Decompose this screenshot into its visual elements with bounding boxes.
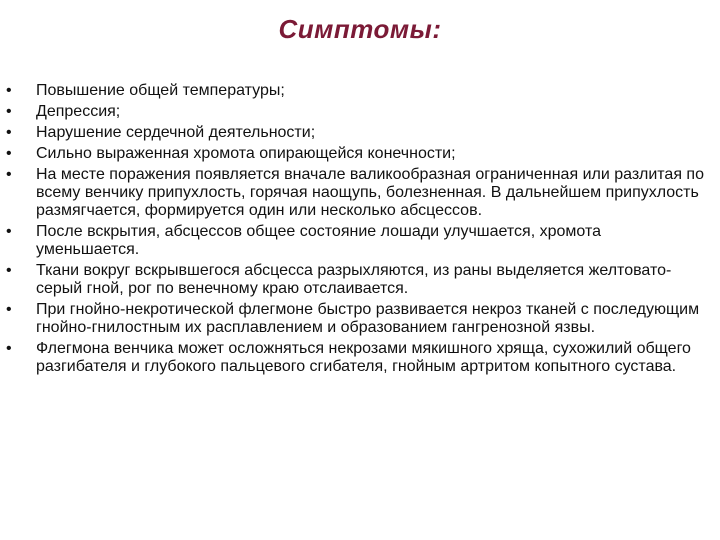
list-item: • При гнойно-некротической флегмоне быстро развивается некроз тканей с последующим гнойно-гнилостным их расплавлением и образованием гангренозной язвы. (0, 301, 720, 337)
list-item: • Депрессия; (0, 103, 720, 121)
list-item: • После вскрытия, абсцессов общее состояние лошади улучшается, хромота уменьшается. (0, 223, 720, 259)
list-item: • Флегмона венчика может осложняться некрозами мякишного хряща, сухожилий общего разгибателя и глубокого пальцевого сгибателя, гнойным артритом копытного сустава. (0, 340, 720, 376)
list-item: • Ткани вокруг вскрывшегося абсцесса разрыхляются, из раны выделяется желтовато-серый гной, рог по венечному краю отслаивается. (0, 262, 720, 298)
list-item: • На месте поражения появляется вначале валикообразная ограниченная или разлитая по всему венчику припухлость, горячая наощупь, болезненная. В дальнейшем припухлость размягчается, формируется один или несколько абсцессов. (0, 166, 720, 220)
list-item: • Повышение общей температуры; (0, 82, 720, 100)
symptom-list (0, 82, 720, 379)
list-item: • Сильно выраженная хромота опирающейся конечности; (0, 145, 720, 163)
list-item: • Нарушение сердечной деятельности; (0, 124, 720, 142)
slide-title: Симптомы: (278, 14, 442, 44)
